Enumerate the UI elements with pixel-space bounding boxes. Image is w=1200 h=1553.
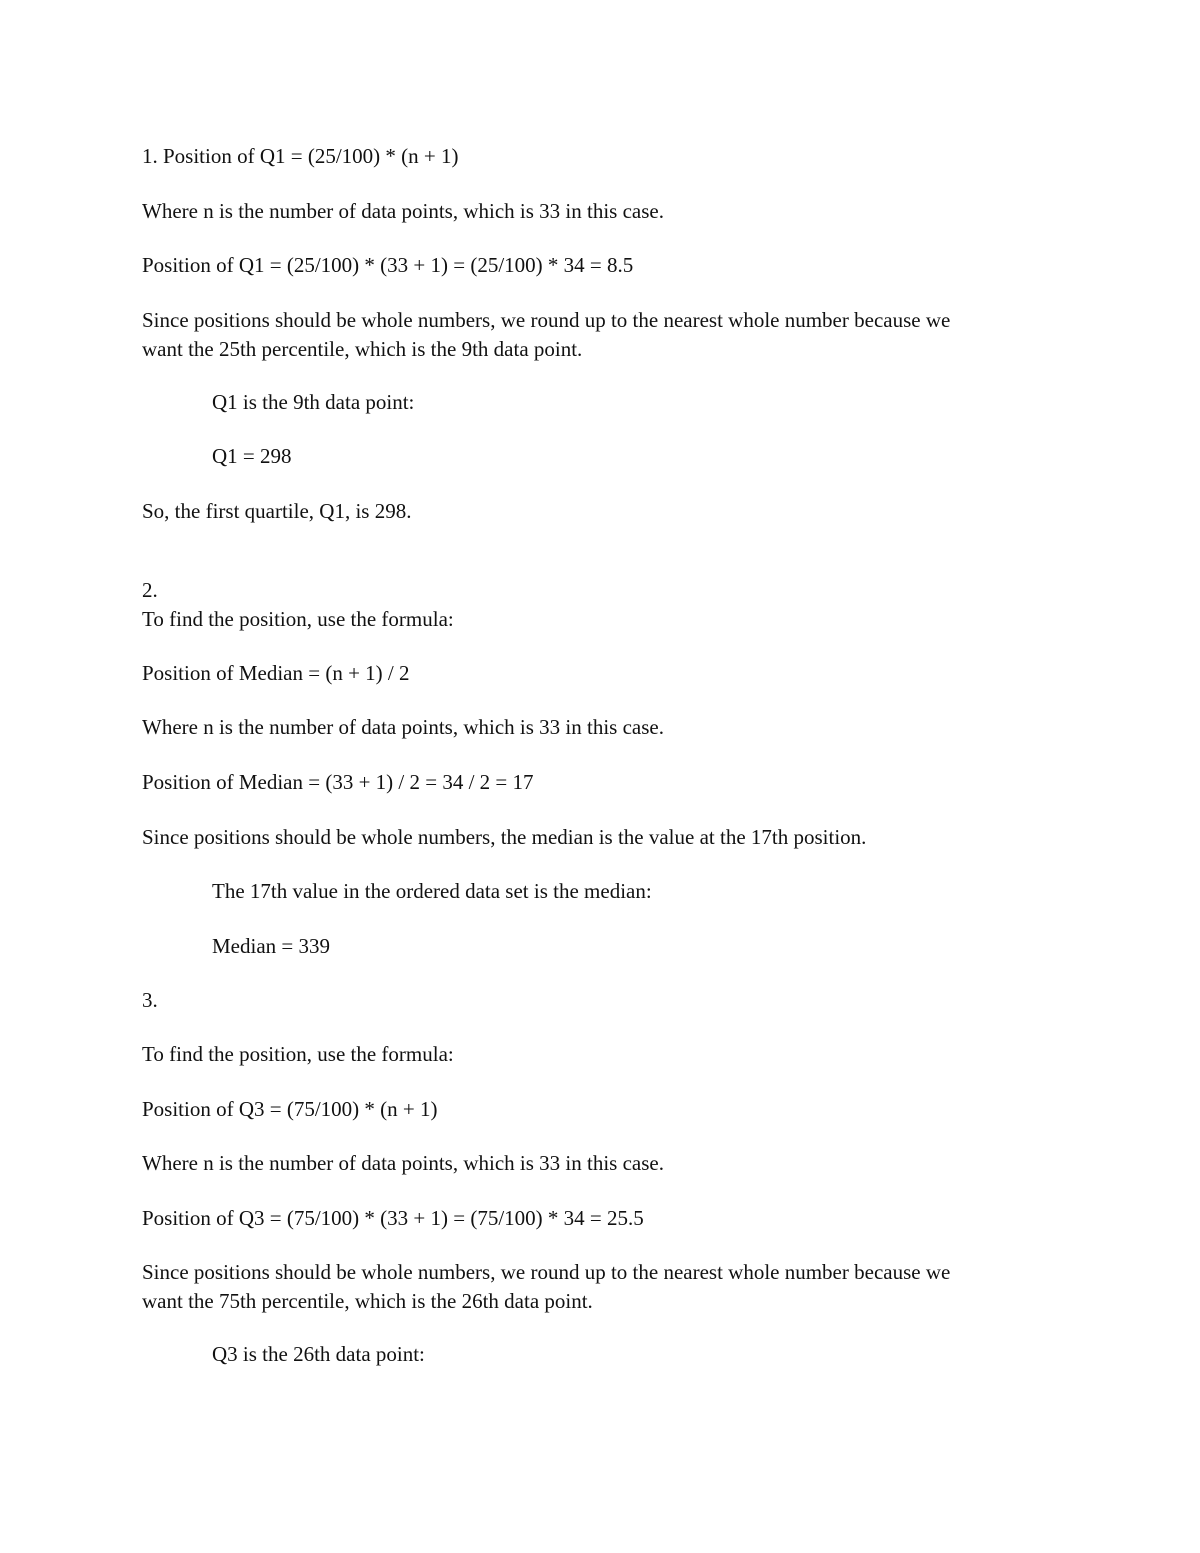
q3-where-n: Where n is the number of data points, which is 33 in this case. — [142, 1151, 664, 1175]
q3-intro: To find the position, use the formula: — [142, 1042, 454, 1066]
median-position-calc: Position of Median = (33 + 1) / 2 = 34 / 2 = 17 — [142, 770, 534, 794]
q3-data-point: Q3 is the 26th data point: — [212, 1342, 425, 1366]
q3-formula: Position of Q3 = (75/100) * (n + 1) — [142, 1097, 438, 1121]
q1-data-point: Q1 is the 9th data point: — [212, 390, 415, 414]
section-3-number: 3. — [142, 988, 158, 1012]
q1-value: Q1 = 298 — [212, 444, 292, 468]
median-value: Median = 339 — [212, 934, 330, 958]
median-rounding: Since positions should be whole numbers, the median is the value at the 17th position. — [142, 825, 867, 849]
median-formula: Position of Median = (n + 1) / 2 — [142, 661, 410, 685]
median-intro: To find the position, use the formula: — [142, 607, 454, 631]
section-2-number: 2. — [142, 578, 158, 602]
q1-rounding-line-2: want the 25th percentile, which is the 9th data point. — [142, 337, 583, 361]
q1-position-calc: Position of Q1 = (25/100) * (33 + 1) = (25/100) * 34 = 8.5 — [142, 253, 634, 277]
q3-position-calc: Position of Q3 = (75/100) * (33 + 1) = (75/100) * 34 = 25.5 — [142, 1206, 644, 1230]
q1-where-n: Where n is the number of data points, which is 33 in this case. — [142, 199, 664, 223]
q3-rounding-line-2: want the 75th percentile, which is the 26th data point. — [142, 1289, 593, 1313]
q1-rounding-line-1: Since positions should be whole numbers, we round up to the nearest whole number because we — [142, 308, 951, 332]
q1-formula-heading: 1. Position of Q1 = (25/100) * (n + 1) — [142, 144, 459, 168]
median-data-point: The 17th value in the ordered data set is the median: — [212, 879, 652, 903]
q1-conclusion: So, the first quartile, Q1, is 298. — [142, 499, 412, 523]
q3-rounding-line-1: Since positions should be whole numbers, we round up to the nearest whole number because we — [142, 1260, 951, 1284]
median-where-n: Where n is the number of data points, which is 33 in this case. — [142, 715, 664, 739]
